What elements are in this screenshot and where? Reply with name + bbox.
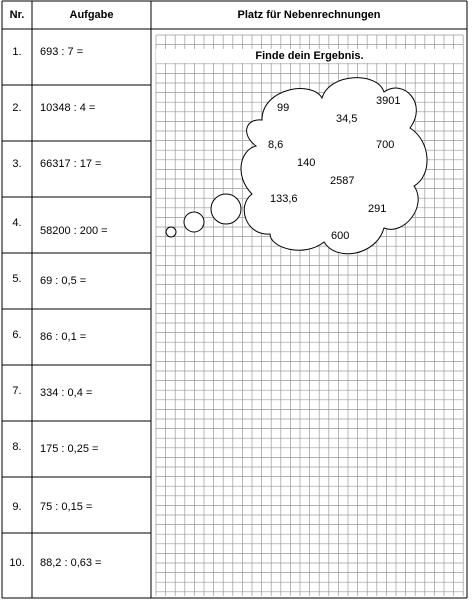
cloud-number: 700 (376, 139, 395, 151)
thought-bubble-medium (184, 212, 204, 232)
task-number: 9. (12, 501, 22, 513)
cloud-number: 291 (368, 203, 387, 215)
cloud-number: 140 (297, 157, 316, 169)
task-number: 1. (12, 46, 22, 58)
task-number: 4. (12, 217, 22, 229)
task-number: 5. (12, 273, 22, 285)
task-number: 2. (12, 102, 22, 114)
task-text: 175 : 0,25 = (40, 443, 99, 455)
thought-bubble-small (166, 227, 176, 237)
task-number: 10. (9, 557, 25, 569)
task-number: 8. (12, 441, 22, 453)
instruction-label: Finde dein Ergebnis. (156, 49, 463, 63)
task-text: 69 : 0,5 = (40, 275, 87, 287)
task-text: 88,2 : 0,63 = (40, 557, 102, 569)
cloud-number: 2587 (330, 175, 355, 187)
cloud-number: 8,6 (268, 139, 284, 151)
task-text: 66317 : 17 = (40, 158, 102, 170)
header-nr: Nr. (9, 8, 25, 21)
cloud-number: 3901 (376, 95, 401, 107)
header-platz: Platz für Nebenrechnungen (237, 8, 381, 21)
header-aufgabe: Aufgabe (69, 8, 114, 21)
cloud-number: 99 (277, 102, 290, 114)
cloud-number: 600 (331, 230, 350, 242)
task-text: 86 : 0,1 = (40, 331, 87, 343)
task-number: 7. (12, 385, 22, 397)
task-number: 6. (12, 329, 22, 341)
task-text: 58200 : 200 = (40, 225, 108, 237)
task-text: 75 : 0,15 = (40, 501, 93, 513)
task-text: 334 : 0,4 = (40, 387, 93, 399)
thought-bubble-large (211, 194, 241, 224)
task-number: 3. (12, 158, 22, 170)
task-text: 693 : 7 = (40, 46, 84, 58)
cloud-number: 133,6 (270, 193, 298, 205)
cloud-number: 34,5 (336, 113, 358, 125)
task-text: 10348 : 4 = (40, 102, 96, 114)
